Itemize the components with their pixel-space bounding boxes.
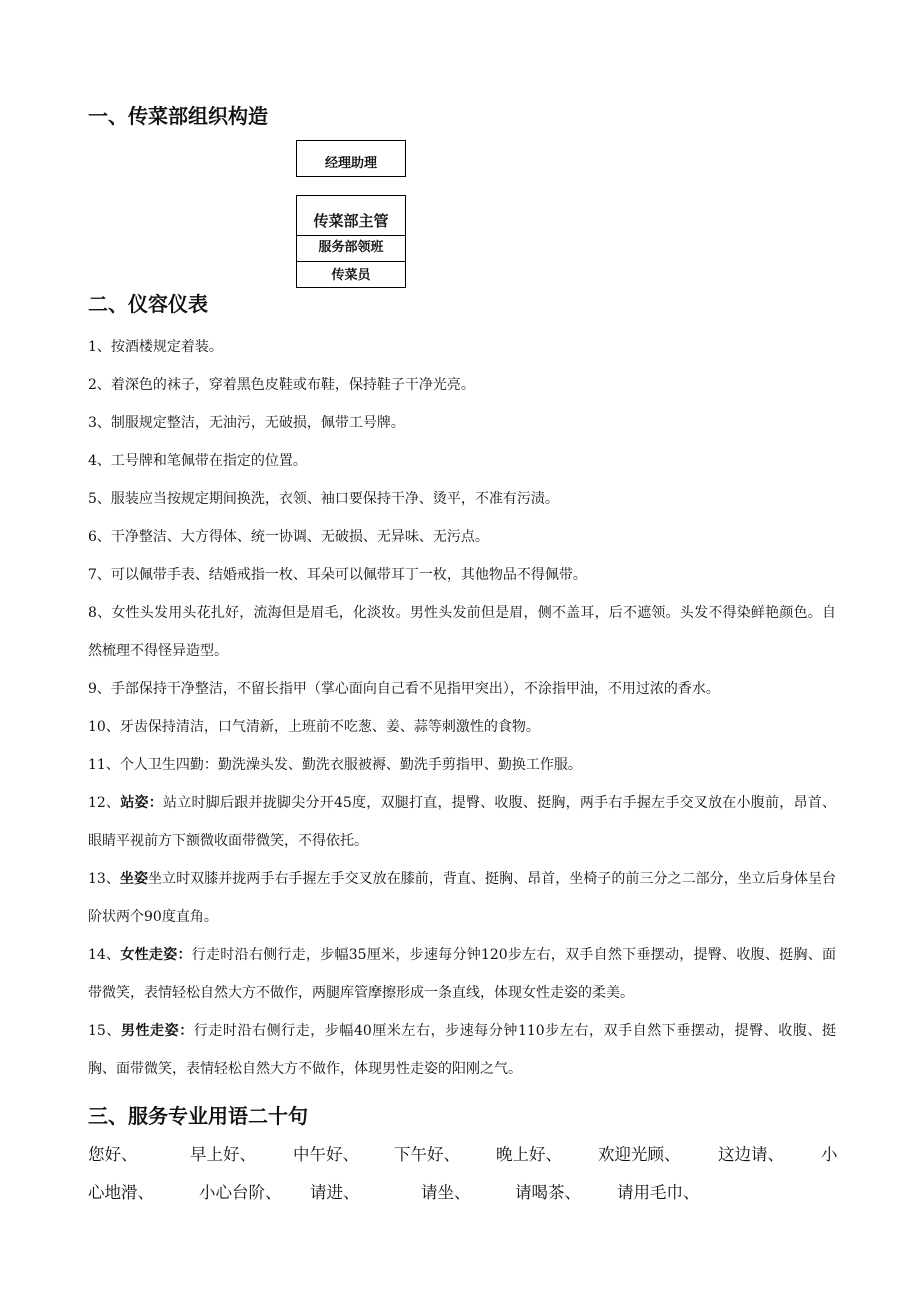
org-box-manager-assistant xyxy=(296,140,406,177)
item-number: 7、 xyxy=(88,567,111,583)
phrase-item: 晚上好、 xyxy=(496,1145,562,1164)
list-item xyxy=(88,860,836,936)
item-text: 站立时脚后跟并拢脚尖分开45度，双腿打直，提臀、收腹、挺胸，两手右手握左手交叉放在小腹前，昂首、眼睛平视前方下额微收面带微笑，不得依托。 xyxy=(88,795,837,849)
phrase-grid xyxy=(88,1136,840,1212)
item-number: 14、 xyxy=(88,947,121,963)
list-item xyxy=(88,1012,836,1088)
phrase-item: 心地滑、 xyxy=(88,1183,154,1202)
item-number: 10、 xyxy=(88,719,120,735)
org-box-team xyxy=(296,195,406,288)
item-label: 站姿： xyxy=(120,795,164,811)
org-label-supervisor: 传菜部主管 xyxy=(313,212,389,230)
list-item xyxy=(88,518,836,556)
list-item xyxy=(88,480,836,518)
item-label: 坐姿 xyxy=(119,871,148,887)
item-number: 4、 xyxy=(88,453,111,469)
org-label-runner: 传菜员 xyxy=(297,261,405,289)
item-number: 3、 xyxy=(88,415,111,431)
list-item xyxy=(88,670,836,708)
phrase-item: 下午好、 xyxy=(394,1145,460,1164)
phrase-item: 小心台阶、 xyxy=(199,1183,282,1202)
list-item xyxy=(88,708,836,746)
section-title-org: 一、传菜部组织构造 xyxy=(88,104,268,128)
phrase-row xyxy=(88,1136,840,1174)
item-number: 13、 xyxy=(88,871,120,887)
item-number: 1、 xyxy=(88,339,111,355)
item-number: 2、 xyxy=(88,377,111,393)
org-label-manager-assistant: 经理助理 xyxy=(324,156,377,171)
item-text: 工号牌和笔佩带在指定的位置。 xyxy=(110,453,307,469)
list-item xyxy=(88,556,836,594)
item-text: 干净整洁、大方得体、统一协调、无破损、无异味、无污点。 xyxy=(110,529,489,545)
phrase-item: 早上好、 xyxy=(190,1145,256,1164)
list-item xyxy=(88,594,836,670)
list-item xyxy=(88,784,836,860)
item-text: 行走时沿右侧行走，步幅40厘米左右，步速每分钟110步左右，双手自然下垂摆动，提臀、收腹、挺胸、面带微笑，表情轻松自然大方不做作，体现男性走姿的阳刚之气。 xyxy=(88,1023,836,1077)
phrase-item: 这边请、 xyxy=(718,1145,784,1164)
item-number: 5、 xyxy=(88,491,111,507)
list-item xyxy=(88,936,836,1012)
item-text: 行走时沿右侧行走，步幅35厘米，步速每分钟120步左右，双手自然下垂摆动，提臀、收腹、挺胸、面带微笑，表情轻松自然大方不做作，两腿库管摩擦形成一条直线，体现女性走姿的柔美。 xyxy=(88,947,836,1001)
list-item xyxy=(88,442,836,480)
item-text: 按酒楼规定着装。 xyxy=(110,339,223,355)
phrase-item: 小 xyxy=(821,1145,838,1164)
item-text: 制服规定整洁，无油污，无破损，佩带工号牌。 xyxy=(110,415,405,431)
item-number: 9、 xyxy=(88,681,111,697)
item-text: 坐立时双膝并拢两手右手握左手交叉放在膝前，背直、挺胸、昂首，坐椅子的前三分之二部分，坐立后身体呈台阶状两个90度直角。 xyxy=(88,871,837,925)
section-title-phrases: 三、服务专业用语二十句 xyxy=(88,1104,308,1128)
item-number: 6、 xyxy=(88,529,111,545)
section-title-appearance: 二、仪容仪表 xyxy=(88,292,208,316)
list-item xyxy=(88,366,836,404)
item-label: 女性走姿： xyxy=(120,947,192,963)
org-label-service-leader: 服务部领班 xyxy=(297,235,405,261)
phrase-item: 欢迎光顾、 xyxy=(598,1145,681,1164)
item-text: 着深色的袜子，穿着黑色皮鞋或布鞋，保持鞋子干净光亮。 xyxy=(110,377,475,393)
item-text: 女性头发用头花扎好，流海但是眉毛，化淡妆。男性头发前但是眉，侧不盖耳，后不遮领。头发不得染鲜艳颜色。自然梳理不得怪异造型。 xyxy=(88,605,836,659)
appearance-list xyxy=(88,328,836,1088)
item-text: 可以佩带手表、结婚戒指一枚、耳朵可以佩带耳丁一枚，其他物品不得佩带。 xyxy=(110,567,587,583)
phrase-row xyxy=(88,1174,840,1212)
phrase-item: 请喝茶、 xyxy=(515,1183,581,1202)
item-text: 牙齿保持清洁，口气清新，上班前不吃葱、姜、蒜等刺激性的食物。 xyxy=(119,719,540,735)
phrase-item: 请坐、 xyxy=(421,1183,471,1202)
item-number: 8、 xyxy=(88,605,112,621)
item-text: 个人卫生四勤：勤洗澡头发、勤洗衣服被褥、勤洗手剪指甲、勤换工作服。 xyxy=(119,757,582,773)
list-item xyxy=(88,746,836,784)
item-number: 12、 xyxy=(88,795,121,811)
phrase-item: 请进、 xyxy=(310,1183,360,1202)
item-text: 服装应当按规定期间换洗，衣领、袖口要保持干净、烫平，不准有污渍。 xyxy=(110,491,559,507)
list-item xyxy=(88,404,836,442)
item-number: 11、 xyxy=(88,757,120,773)
item-text: 手部保持干净整洁，不留长指甲（掌心面向自己看不见指甲突出），不涂指甲油，不用过浓的香水。 xyxy=(110,681,720,697)
item-label: 男性走姿： xyxy=(120,1023,194,1039)
phrase-item: 请用毛巾、 xyxy=(617,1183,700,1202)
phrase-item: 中午好、 xyxy=(293,1145,359,1164)
item-number: 15、 xyxy=(88,1023,121,1039)
phrase-item: 您好、 xyxy=(88,1145,138,1164)
list-item xyxy=(88,328,836,366)
